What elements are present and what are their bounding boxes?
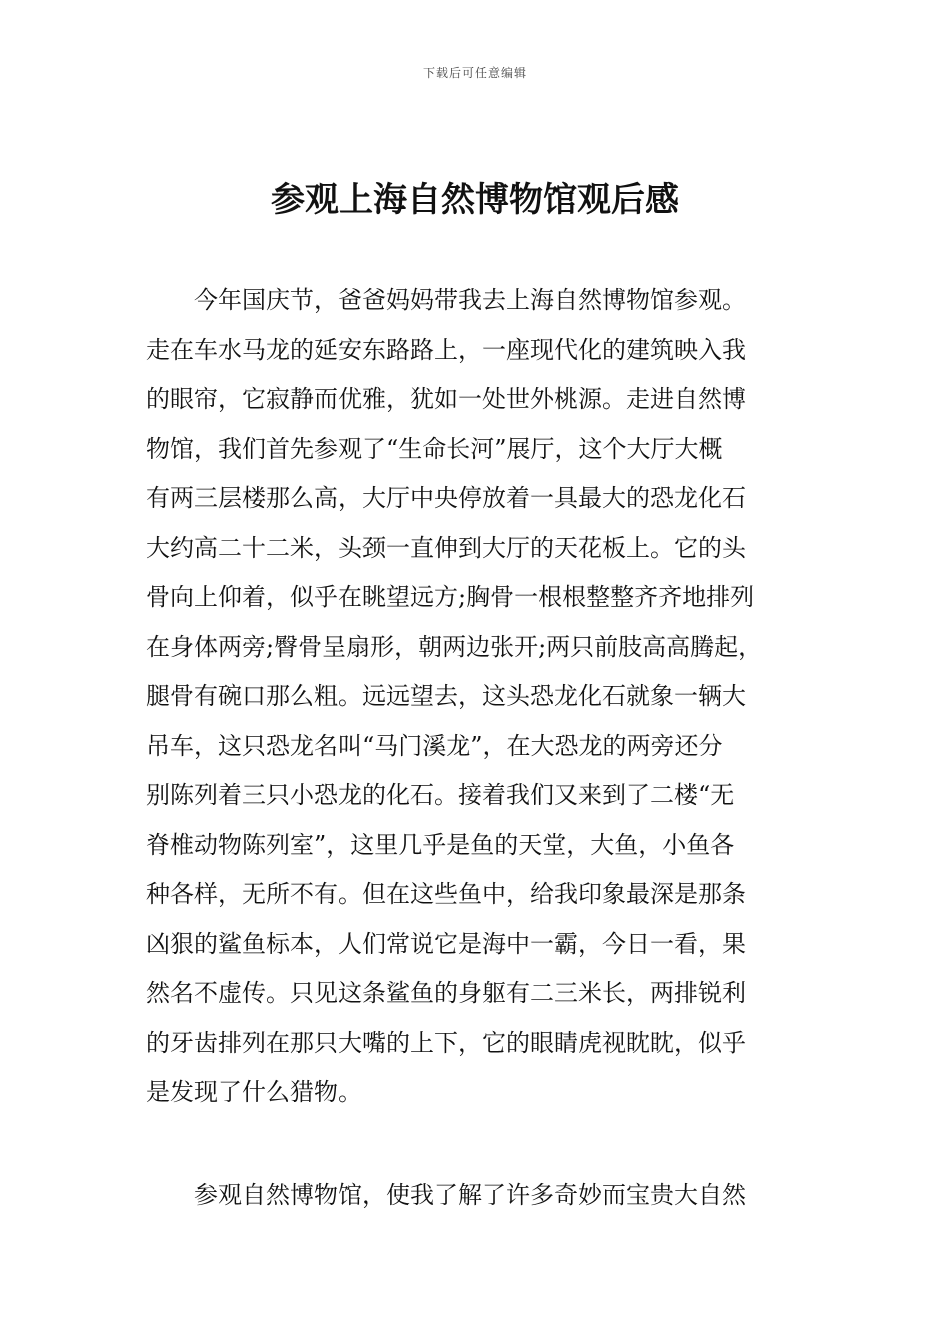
paragraph-line: 物馆，我们首先参观了“生命长河”展厅，这个大厅大概 [146,434,723,463]
paragraph-line: 是发现了什么猎物。 [146,1078,362,1106]
paragraph-line: 然名不虚传。只见这条鲨鱼的身躯有二三米长，两排锐利 [146,979,746,1007]
paragraph-line: 的牙齿排列在那只大嘴的上下，它的眼睛虎视眈眈，似乎 [146,1028,746,1057]
document-title: 参观上海自然博物馆观后感 [271,180,679,220]
paragraph-line: 大约高二十二米，头颈一直伸到大厅的天花板上。它的头 [146,533,746,562]
paragraph-line: 凶狠的鲨鱼标本，人们常说它是海中一霸，今日一看，果 [146,929,746,958]
paragraph-line: 参观自然博物馆，使我了解了许多奇妙而宝贵大自然 [194,1181,746,1209]
paragraph-line: 有两三层楼那么高，大厅中央停放着一具最大的恐龙化石 [146,484,746,512]
paragraph-line: 别陈列着三只小恐龙的化石。接着我们又来到了二楼“无 [146,781,735,809]
paragraph-line: 种各样，无所不有。但在这些鱼中，给我印象最深是那条 [146,880,746,908]
paragraph-line: 吊车，这只恐龙名叫“马门溪龙”，在大恐龙的两旁还分 [146,731,723,760]
paragraph-line: 的眼帘，它寂静而优雅，犹如一处世外桃源。走进自然博 [146,385,746,413]
paragraph-2 [146,1171,826,1221]
paragraph-line: 在身体两旁;臀骨呈扇形，朝两边张开;两只前肢高高腾起， [146,632,763,661]
paragraph-line: 走在车水马龙的延安东路路上，一座现代化的建筑映入我 [146,335,746,364]
paragraph-line: 腿骨有碗口那么粗。远远望去，这头恐龙化石就象一辆大 [146,682,746,710]
paragraph-line: 今年国庆节，爸爸妈妈带我去上海自然博物馆参观。 [194,286,746,314]
paragraph-line: 骨向上仰着，似乎在眺望远方;胸骨一根根整整齐齐地排列 [146,583,755,611]
header-note: 下载后可任意编辑 [422,66,527,80]
paragraph-line: 脊椎动物陈列室”，这里几乎是鱼的天堂，大鱼，小鱼各 [146,830,735,859]
paragraph-1 [146,276,826,1118]
